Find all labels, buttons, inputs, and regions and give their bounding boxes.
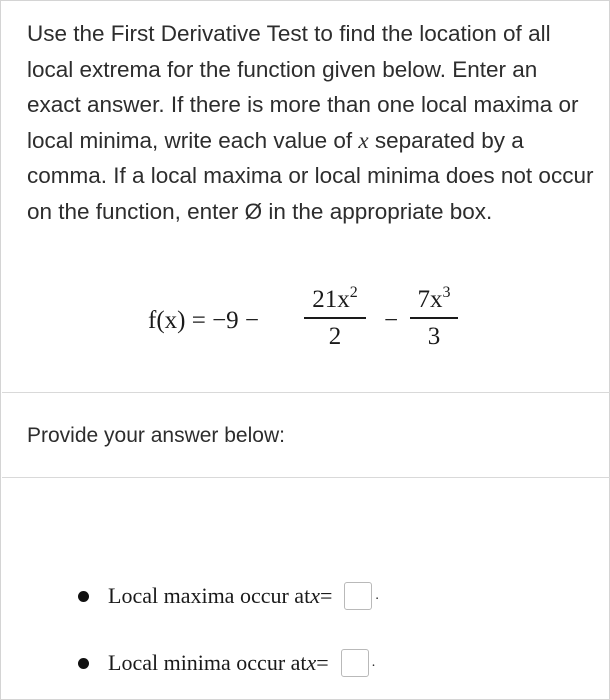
term-1-base: 21x xyxy=(312,286,350,313)
bullet-icon xyxy=(78,591,89,602)
local-maxima-label: Local maxima occur at xyxy=(108,583,311,608)
local-minima-period: . xyxy=(371,655,376,670)
local-minima-variable: x xyxy=(306,650,317,675)
answer-section xyxy=(2,478,610,700)
fraction-1-numerator xyxy=(304,286,366,314)
instructions-text-part-2: separated by a comma. If a local maxima or local minima does not occur on the function, enter Ø in the appropriate box. xyxy=(27,127,594,224)
fraction-2-numerator xyxy=(410,286,458,314)
equation-lhs: f(x) = −9 − xyxy=(148,307,260,334)
bullet-icon xyxy=(78,658,89,669)
prompt-section xyxy=(2,393,610,478)
question-instructions xyxy=(27,16,597,229)
local-minima-input[interactable] xyxy=(341,649,369,677)
question-section xyxy=(2,2,610,393)
equation-minus: − xyxy=(384,307,399,334)
fraction-term-1 xyxy=(304,286,366,351)
local-minima-label: Local minima occur at xyxy=(108,650,307,675)
instructions-text-part-1: Use the First Derivative Test to find the location of all local extrema for the function given below. Enter an exact answer. If there is more than one local maxima or local minima, write each value of xyxy=(27,21,579,153)
fraction-1-bar xyxy=(304,317,366,319)
local-maxima-variable: x xyxy=(310,583,320,608)
fraction-1-denominator: 2 xyxy=(328,322,342,350)
local-maxima-row xyxy=(78,579,379,613)
term-2-exponent: 3 xyxy=(442,284,451,301)
local-minima-equals: = xyxy=(316,650,329,675)
fraction-term-2 xyxy=(410,286,458,351)
term-2-base: 7x xyxy=(417,286,443,313)
local-minima-row xyxy=(78,646,375,680)
instructions-variable: x xyxy=(358,127,369,153)
local-maxima-input[interactable] xyxy=(344,582,372,610)
fraction-2-bar xyxy=(410,317,458,319)
term-1-exponent: 2 xyxy=(349,284,358,301)
answer-prompt: Provide your answer below: xyxy=(27,424,285,447)
local-maxima-equals: = xyxy=(319,583,333,608)
local-maxima-period: . xyxy=(375,588,379,603)
fraction-2-denominator: 3 xyxy=(427,322,441,350)
